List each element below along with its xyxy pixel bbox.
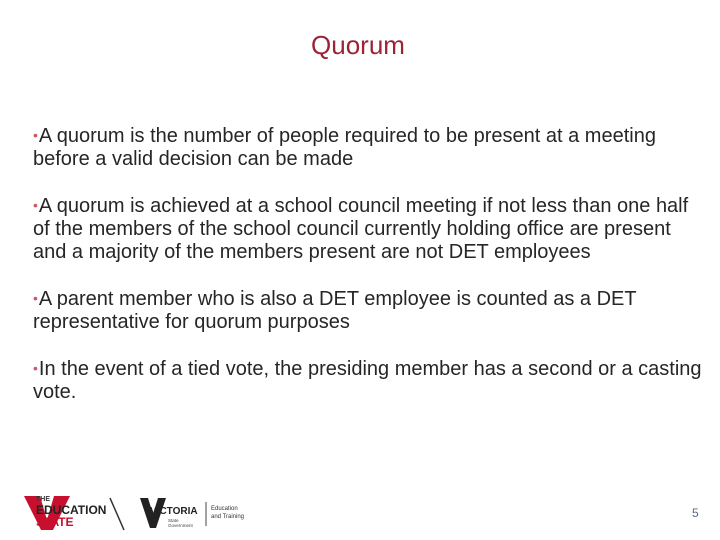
logo-text-state: STATE (36, 515, 74, 529)
bullet-text: A quorum is the number of people required to be present at a meeting before a valid decision can be made (33, 125, 656, 170)
logo-text-education: EDUCATION (36, 503, 107, 517)
bullet-item (33, 124, 703, 171)
logo-text-the: THE (36, 496, 50, 503)
slide-title: Quorum (311, 30, 405, 60)
bullet-marker: • (33, 290, 38, 306)
bullet-item (33, 357, 703, 404)
bullet-item (33, 287, 703, 334)
victoria-sub-government: Government (168, 523, 193, 528)
bullet-text: A parent member who is also a DET employee is counted as a DET representative for quorum purposes (33, 288, 637, 333)
education-state-logo (20, 492, 132, 532)
victoria-sub-state: State (168, 518, 179, 523)
victoria-wordmark: VICTORIA (150, 506, 198, 517)
bullet-text: A quorum is achieved at a school council meeting if not less than one half of the members of the school council currently holding office are present and a majority of the members present are not DET employees (33, 195, 689, 263)
victoria-government-logo (138, 492, 278, 532)
bullet-list (33, 124, 703, 427)
dept-line1: Education (211, 506, 238, 512)
bullet-marker: • (33, 197, 38, 213)
bullet-item (33, 194, 703, 264)
footer-logos (20, 492, 280, 532)
page-number: 5 (692, 506, 699, 520)
dept-line2: and Training (211, 514, 245, 520)
bullet-marker: • (33, 127, 38, 143)
bullet-text: In the event of a tied vote, the presiding member has a second or a casting vote. (33, 358, 702, 403)
bullet-marker: • (33, 360, 38, 376)
